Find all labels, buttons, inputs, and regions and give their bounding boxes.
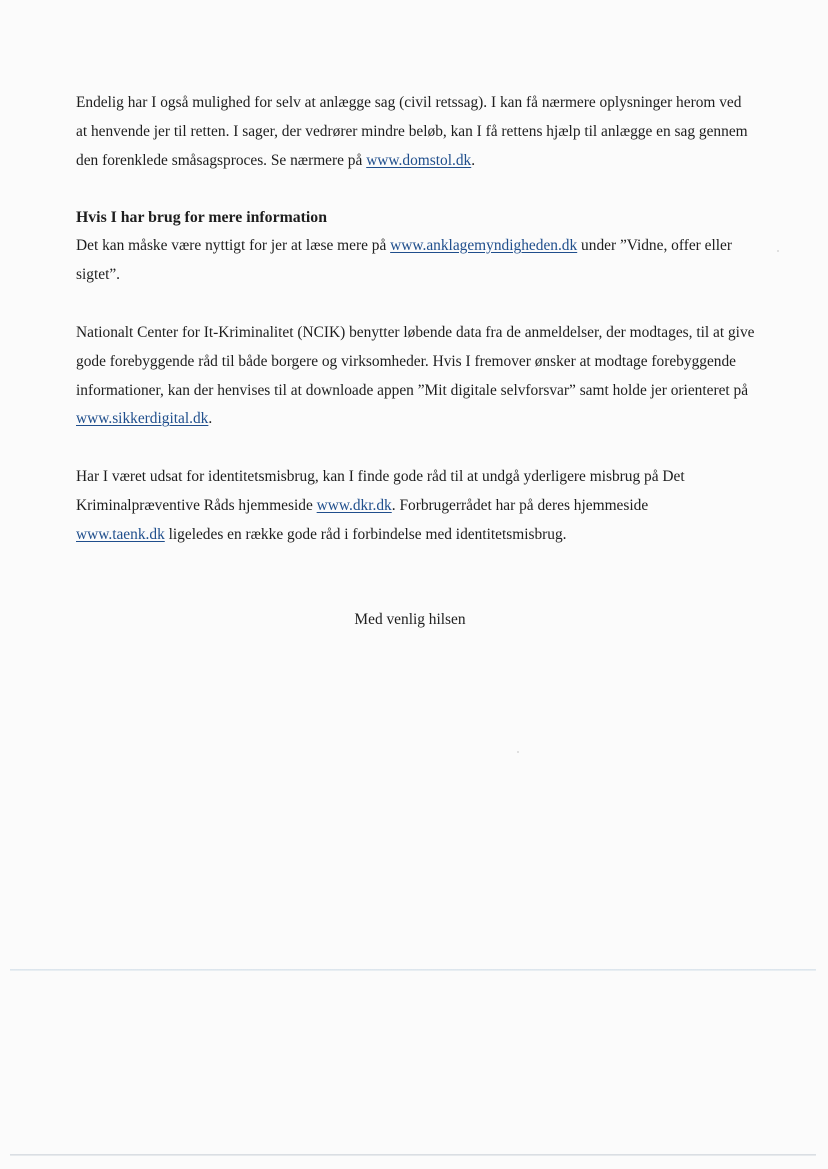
paragraph-identity-theft [76,463,756,549]
paragraph-text: Nationalt Center for It-Kriminalitet (NCIK) benytter løbende data fra de anmeldelser, der modtages, til at give gode forebyggende råd til både borgere og virksomheder. Hvis I fremover ønsker at modtage forebyggende informationer, kan der henvises til at downloade appen ”Mit digitale selvforsvar” samt holde jer orienteret på [76,324,755,399]
paragraph-text: Det kan måske være nyttigt for jer at læse mere på [76,237,391,254]
paragraph-text-middle: . Forbrugerrådet har på deres hjemmeside [391,496,649,514]
link-taenk[interactable]: www.taenk.dk [76,525,165,543]
scan-speck [777,250,779,252]
paragraph-end: ligeledes en række gode råd i forbindelse med identitetsmisbrug. [164,525,567,543]
paragraph-end: under ”Vidne, offer eller sigtet”. [76,237,732,283]
link-dkr[interactable]: www.dkr.dk [316,496,392,514]
paragraph-end: . [471,151,476,169]
closing-greeting: Med venlig hilsen [354,611,466,628]
link-anklagemyndigheden[interactable]: www.anklagemyndigheden.dk [390,237,578,254]
link-sikkerdigital[interactable]: www.sikkerdigital.dk [76,410,209,428]
scan-bottom-line [10,1154,816,1156]
paragraph-civil-case [76,89,756,175]
paragraph-end: . [208,410,213,428]
section-heading: Hvis I har brug for mere information [76,209,327,226]
paragraph-more-info [76,232,756,290]
link-domstol[interactable]: www.domstol.dk [366,151,472,169]
paragraph-ncik [76,319,756,434]
scan-fold-line [10,969,816,971]
paragraph-text: Har I været udsat for identitetsmisbrug, kan I finde gode råd til at undgå yderligere misbrug på Det Kriminalpræventive Råds hjemmeside [76,468,685,514]
paragraph-text: Endelig har I også mulighed for selv at anlægge sag (civil retssag). I kan få nærmere oplysninger herom ved at henvende jer til retten. I sager, der vedrører mindre beløb, kan I få rettens hjælp til anlægge en sag gennem den forenklede småsagsproces. Se nærmere på [76,94,748,169]
scan-speck [517,751,519,753]
